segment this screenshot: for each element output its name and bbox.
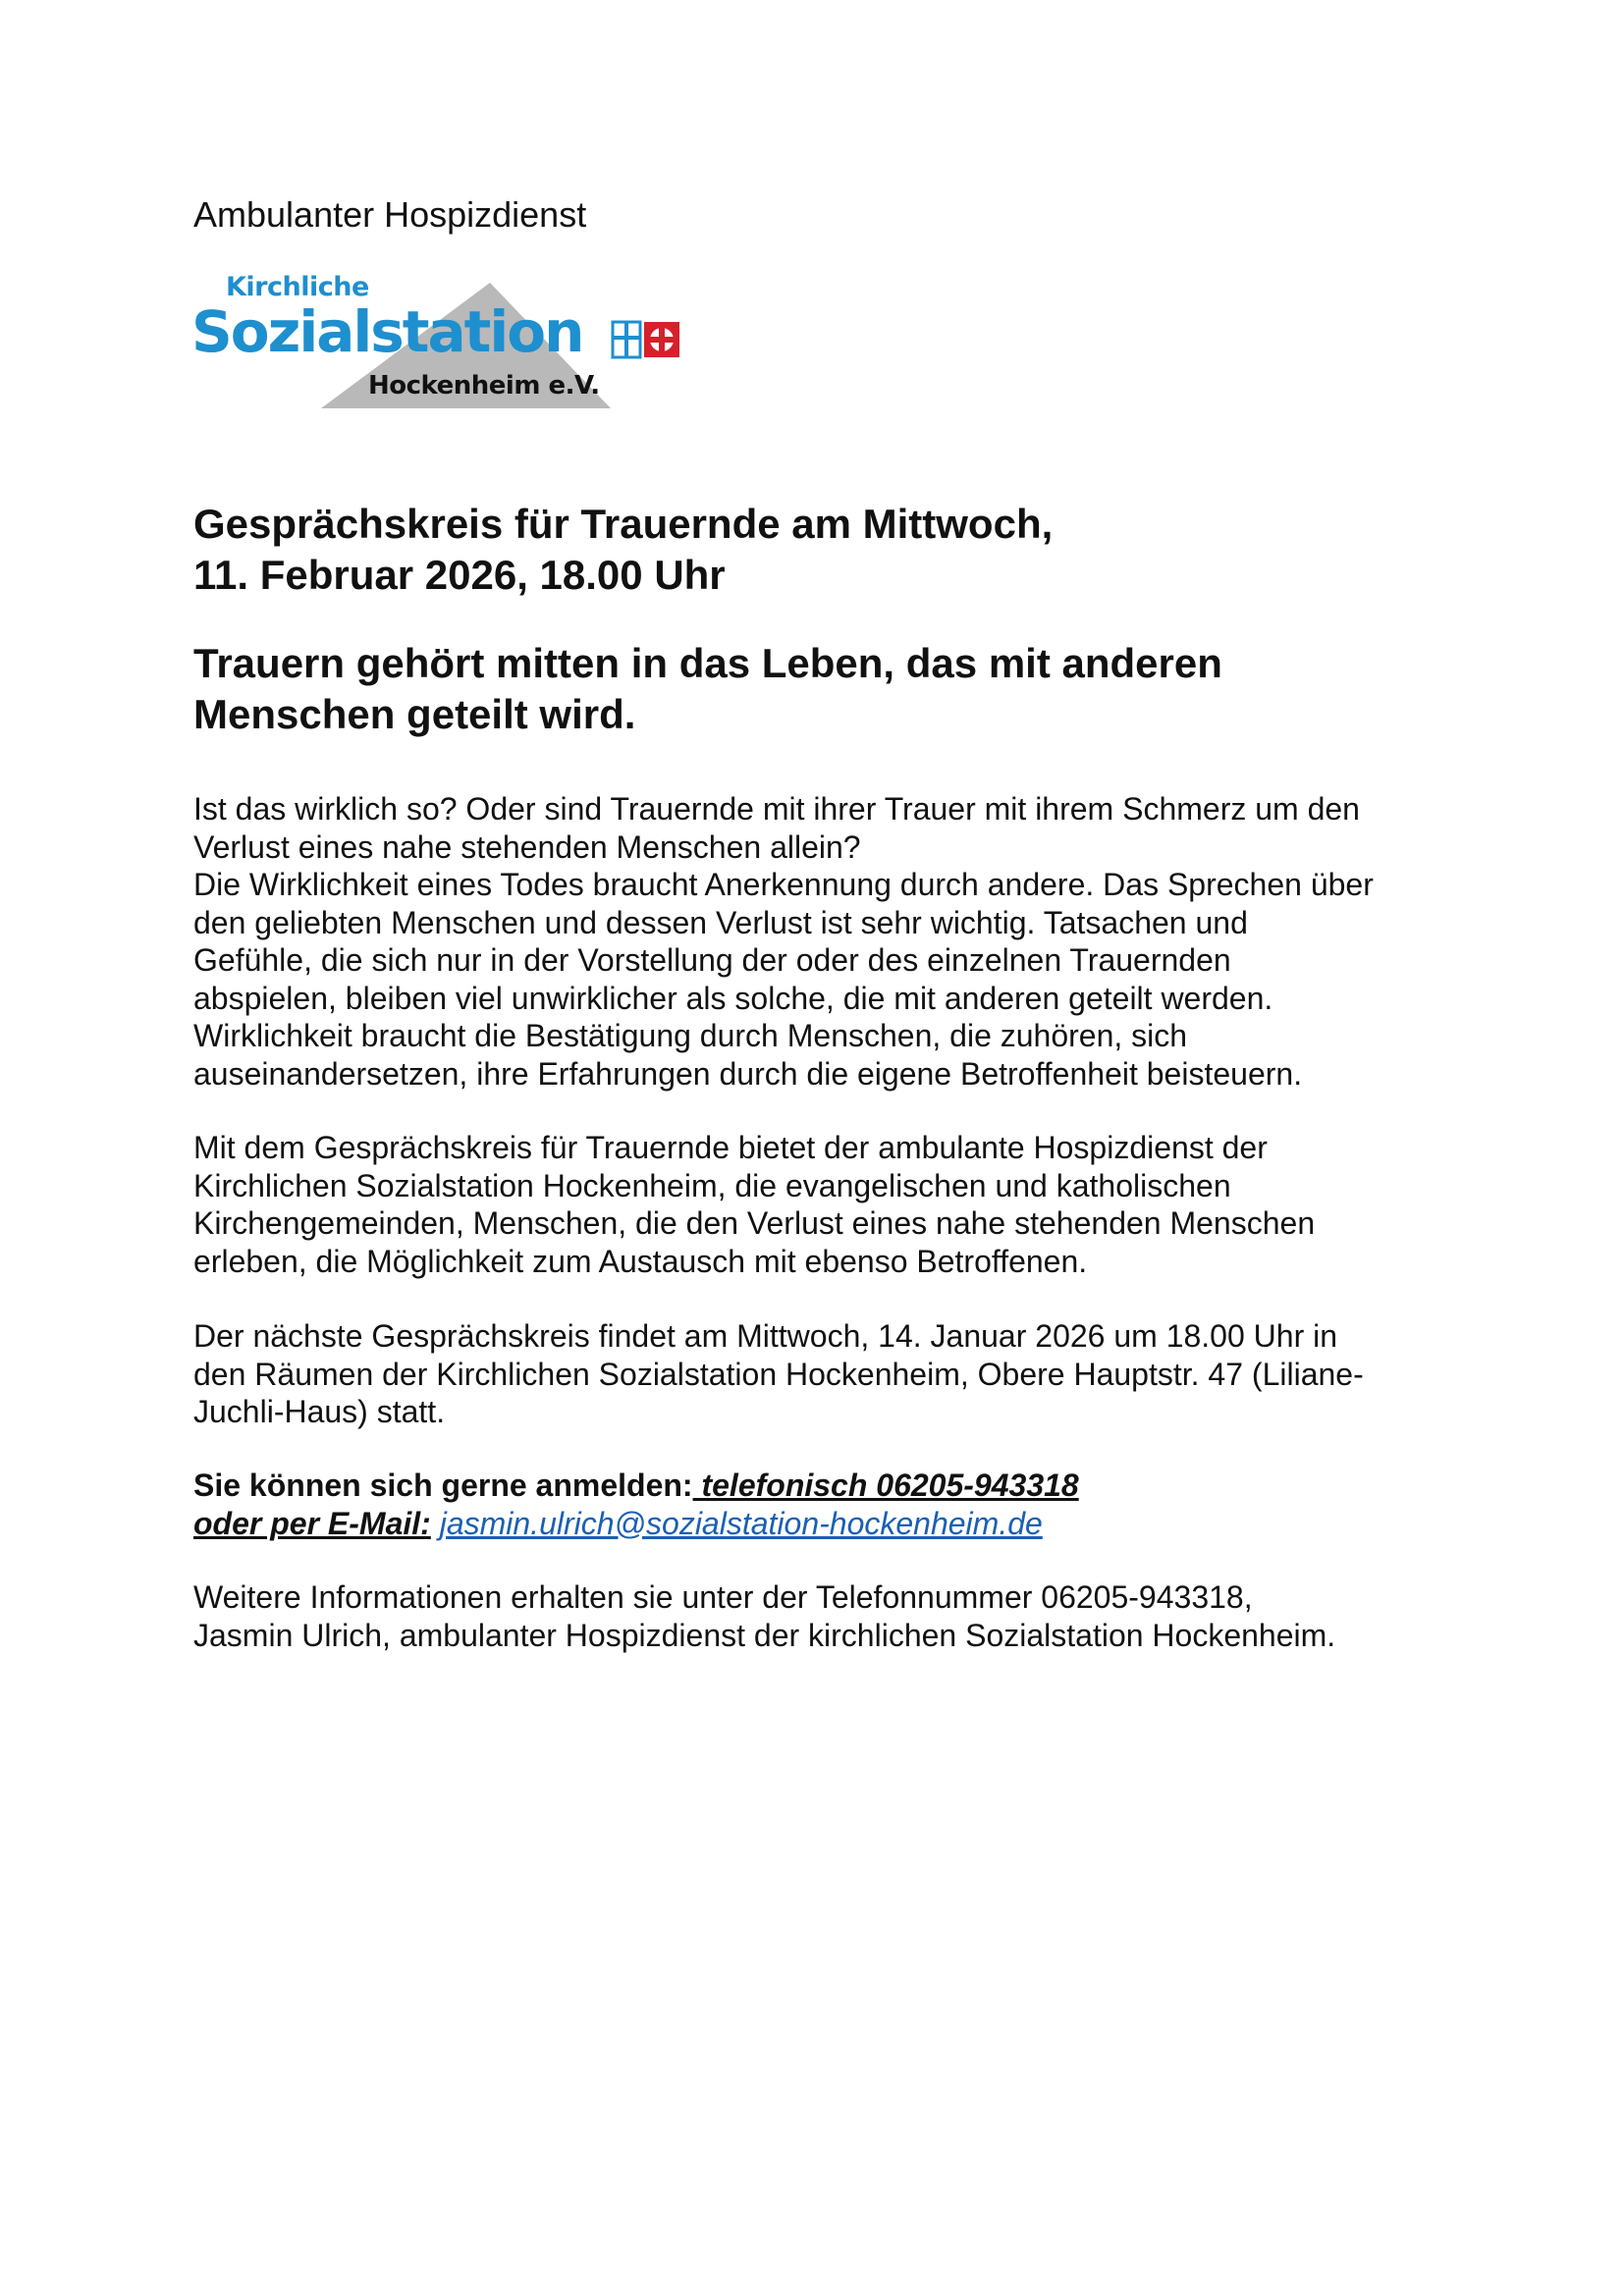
email-link[interactable]: jasmin.ulrich@sozialstation-hockenheim.de: [439, 1505, 1043, 1541]
paragraph-line: Der nächste Gesprächskreis findet am Mittwoch, 14. Januar 2026 um 18.00 Uhr in: [193, 1318, 1338, 1354]
paragraph-line: Weitere Informationen erhalten sie unter der Telefonnummer 06205-943318,: [193, 1579, 1253, 1615]
paragraph-line: Ist das wirklich so? Oder sind Trauernde mit ihrer Trauer mit ihrem Schmerz um den: [193, 791, 1360, 827]
paragraph-line: Juchli-Haus) statt.: [193, 1394, 446, 1429]
headline-line-2: 11. Februar 2026, 18.00 Uhr: [193, 552, 726, 598]
sub-headline: [193, 638, 1470, 740]
paragraph-line: Die Wirklichkeit eines Todes braucht Anerkennung durch andere. Das Sprechen über: [193, 867, 1374, 902]
paragraph-line: abspielen, bleiben viel unwirklicher als solche, die mit anderen geteilt werden.: [193, 980, 1273, 1016]
registration-line: [193, 1467, 1499, 1505]
paragraph-line: Kirchlichen Sozialstation Hockenheim, die evangelischen und katholischen: [193, 1167, 1231, 1203]
email-label: oder per E-Mail:: [193, 1505, 431, 1541]
department-heading: Ambulanter Hospizdienst: [193, 194, 587, 235]
paragraph-line: den Räumen der Kirchlichen Sozialstation Hockenheim, Obere Hauptstr. 47 (Liliane-: [193, 1356, 1364, 1392]
paragraph-line: Verlust eines nahe stehenden Menschen allein?: [193, 828, 861, 865]
paragraph-line: Jasmin Ulrich, ambulanter Hospizdienst der kirchlichen Sozialstation Hockenheim.: [193, 1617, 1336, 1653]
headline-line-1: Gesprächskreis für Trauernde am Mittwoch,: [193, 501, 1054, 547]
body-paragraph-3: [193, 1317, 1499, 1431]
body-paragraph-2: [193, 1129, 1499, 1280]
paragraph-line: Mit dem Gesprächskreis für Trauernde bietet der ambulante Hospizdienst der: [193, 1130, 1268, 1165]
organization-logo: [189, 273, 699, 410]
logo-text-kirchliche: Kirchliche: [226, 272, 369, 302]
body-paragraph-1: [193, 790, 1499, 1093]
registration-block: [193, 1467, 1499, 1542]
logo-text-sozialstation: Sozialstation: [191, 298, 583, 365]
phone-link[interactable]: telefonisch 06205-943318: [692, 1468, 1079, 1503]
logo-text-hockenheim: Hockenheim e.V.: [368, 371, 600, 400]
paragraph-line: auseinandersetzen, ihre Erfahrungen durch die eigene Betroffenheit beisteuern.: [193, 1055, 1303, 1092]
registration-label: Sie können sich gerne anmelden:: [193, 1468, 693, 1503]
email-line: [193, 1505, 1499, 1543]
subheadline-line-1: Trauern gehört mitten in das Leben, das mit anderen: [193, 640, 1222, 686]
footer-paragraph: [193, 1578, 1499, 1654]
paragraph-line: erleben, die Möglichkeit zum Austausch mit ebenso Betroffenen.: [193, 1243, 1088, 1279]
paragraph-line: Gefühle, die sich nur in der Vorstellung der oder des einzelnen Trauernden: [193, 942, 1231, 978]
subheadline-line-2: Menschen geteilt wird.: [193, 691, 636, 737]
event-headline: [193, 499, 1470, 601]
paragraph-line: Kirchengemeinden, Menschen, die den Verlust eines nahe stehenden Menschen: [193, 1205, 1316, 1241]
paragraph-line: Wirklichkeit braucht die Bestätigung durch Menschen, die zuhören, sich: [193, 1018, 1188, 1053]
paragraph-line: den geliebten Menschen und dessen Verlust ist sehr wichtig. Tatsachen und: [193, 904, 1248, 940]
